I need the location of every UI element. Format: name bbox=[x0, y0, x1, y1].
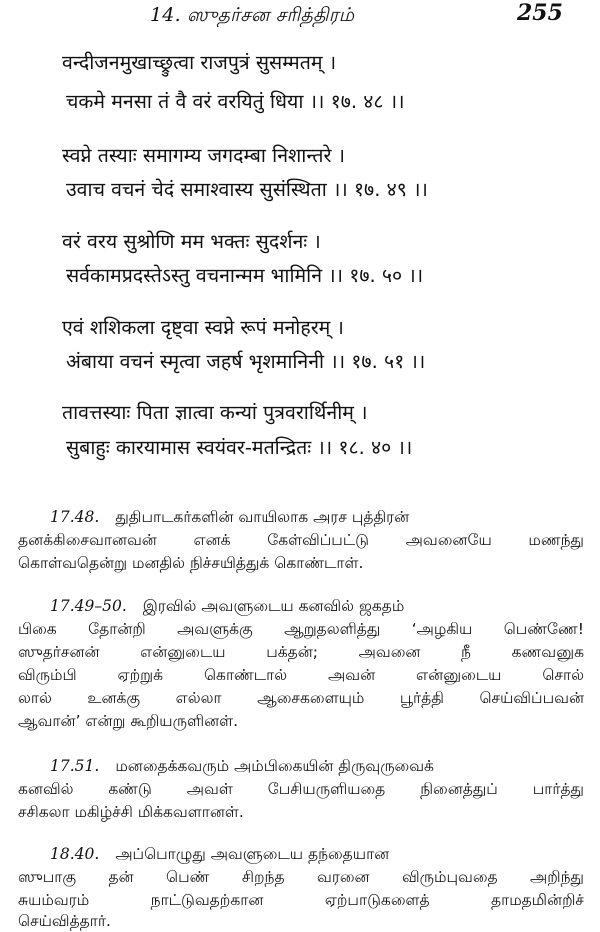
verse-line: सर्वकामप्रदस्तेऽस्तु वचनान्मम भामिनि ।। १७. ५० ।। bbox=[66, 264, 424, 287]
verse-line: सुबाहुः कारयामास स्वयंवर-मतन्द्रितः ।। १८. ४० ।। bbox=[66, 436, 413, 459]
translation-text: இரவில் அவளுடைய கனவில் ஜகதம் bbox=[142, 597, 405, 615]
translation-line: செய்வித்தார். bbox=[18, 912, 111, 930]
translation-line: ஆவான்’ என்று கூறியருளினள். bbox=[18, 712, 239, 730]
verse-line: वन्दीजनमुखाच्छ्रुत्वा राजपुत्रं सुसम्मतम् । bbox=[62, 51, 337, 74]
translation-line bbox=[50, 595, 404, 617]
verse-line: वरं वरय सुश्रोणि मम भक्तः सुदर्शनः । bbox=[62, 230, 321, 253]
page-header bbox=[0, 0, 600, 34]
translation-line: சசிகலா மகிழ்ச்சி மிக்கவளானள். bbox=[18, 803, 244, 821]
translation-text: துதிபாடகர்களின் வாயிலாக அரச புத்திரன் bbox=[115, 508, 410, 526]
translation-text: அப்பொழுது அவளுடைய தந்தையான bbox=[115, 845, 390, 863]
translation-line: கனவில் கண்டு அவள் பேசியருளியதை நினைத்துப் பார்த்து bbox=[18, 780, 584, 798]
translation-line bbox=[50, 755, 434, 777]
translation-line: கொள்வதென்று மனதில் நிச்சயித்துக் கொண்டாள். bbox=[18, 554, 364, 572]
verse-line: अंबाया वचनं स्मृत्वा जहर्ष भृशमानिनी ।। १७. ५१ ।। bbox=[66, 350, 426, 373]
translation-line bbox=[50, 843, 389, 865]
translation-text: மனதைக்கவரும் அம்பிகையின் திருவுருவைக் bbox=[115, 757, 434, 775]
verse-line: उवाच वचनं चेदं समाश्वास्य सुसंस्थिता ।। १७. ४९ ।। bbox=[66, 178, 428, 201]
translation-line bbox=[50, 506, 409, 528]
verse-line: स्वप्ने तस्याः समागम्य जगदम्बा निशान्तरे । bbox=[62, 144, 346, 167]
translation-line: சுயம்வரம் நாட்டுவதற்கான ஏற்பாடுகளைத் தாமதமின்றிச் bbox=[18, 891, 584, 909]
page-number: 255 bbox=[517, 0, 563, 26]
translation-line: ஸுதர்சனன் என்னுடைய பக்தன்; அவனை நீ கணவனுக bbox=[18, 643, 584, 661]
translation-line: ஸுபாகு தன் பெண் சிறந்த வரனை விரும்புவதை அறிந்து bbox=[18, 868, 584, 886]
verse-line: चकमे मनसा तं वै वरं वरयितुं धिया ।। १७. ४८ ।। bbox=[66, 90, 405, 113]
verse-ref: 17.48. bbox=[50, 508, 100, 526]
verse-ref: 17.51. bbox=[50, 757, 100, 775]
verse-ref: 17.49–50. bbox=[50, 597, 127, 615]
running-head: 14. ஸுதர்சன சரித்திரம் bbox=[150, 4, 355, 26]
verse-line: तावत्तस्याः पिता ज्ञात्वा कन्यां पुत्रवरार्थिनीम् । bbox=[62, 401, 368, 424]
translation-line: தனக்கிசைவானவன் எனக் கேள்விப்பட்டு அவனையே மணந்து bbox=[18, 531, 584, 549]
verse-ref: 18.40. bbox=[50, 845, 100, 863]
verse-line: एवं शशिकला दृष्ट्वा स्वप्ने रूपं मनोहरम् । bbox=[62, 316, 344, 339]
translation-line: விரும்பி ஏற்றுக் கொண்டால் அவன் என்னுடைய சொல் bbox=[18, 666, 584, 684]
translation-line: பிகை தோன்றி அவளுக்கு ஆறுதலளித்து ‘அழகிய பெண்ணே! bbox=[18, 620, 584, 638]
translation-line: லால் உனக்கு எல்லா ஆசைகளையும் பூர்த்தி செய்விப்பவன் bbox=[18, 689, 584, 707]
